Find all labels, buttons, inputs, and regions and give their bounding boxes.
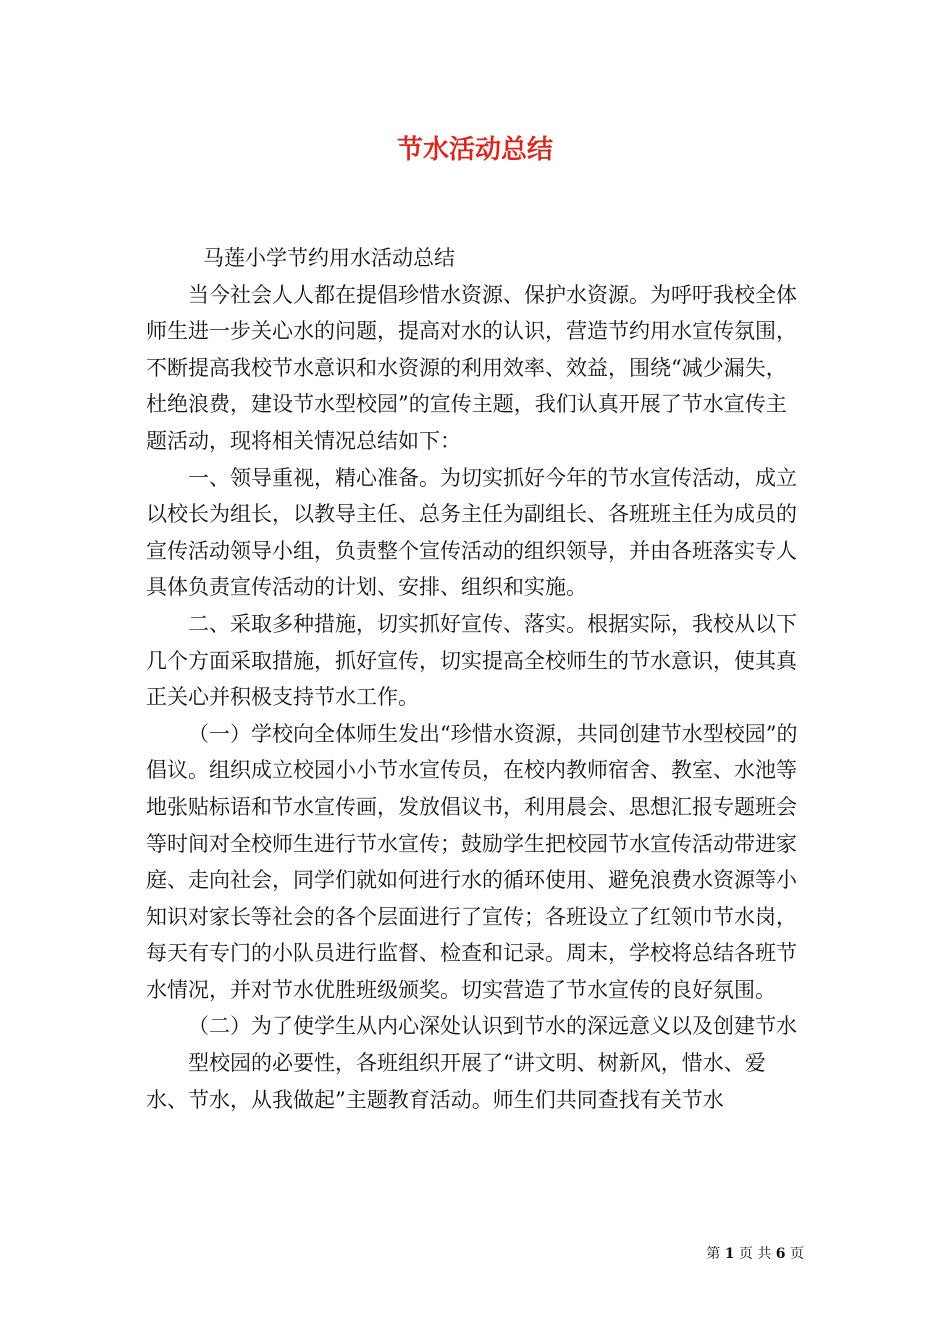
paragraph-measures: 二、采取多种措施，切实抓好宣传、落实。根据实际，我校从以下几个方面采取措施，抓好宣传，切实提高全校师生的节水意识，使其真正关心并积极支持节水工作。 [146,611,797,710]
footer-suffix: 页 [790,1246,804,1262]
footer-prefix: 第 [706,1246,721,1262]
document-subtitle: 马莲小学节约用水活动总结 [203,246,455,270]
footer-total-pages: 6 [775,1246,786,1262]
footer-page-number: 1 [724,1246,735,1262]
paragraph-intro: 当今社会人人都在提倡珍惜水资源、保护水资源。为呼吁我校全体师生进一步关心水的问题，提高对水的认识，营造节约用水宣传氛围，不断提高我校节水意识和水资源的利用效率、效益，围绕“减少漏失，杜绝浪费，建设节水型校园”的宣传主题，我们认真开展了节水宣传主题活动，现将相关情况总结如下： [146,282,797,453]
paragraph-education-start: （二）为了使学生从内心深处认识到节水的深远意义以及创建节水 [188,1014,797,1039]
document-title: 节水活动总结 [396,135,553,165]
paragraph-education-cont: 型校园的必要性，各班组织开展了“讲文明、树新风，惜水、爱水、节水，从我做起”主题教育活动。师生们共同查找有关节水 [146,1051,766,1112]
paragraph-leadership: 一、领导重视，精心准备。为切实抓好今年的节水宣传活动，成立以校长为组长，以教导主任、总务主任为副组长、各班班主任为成员的宣传活动领导小组，负责整个宣传活动的组织领导，并由各班落实专人具体负责宣传活动的计划、安排、组织和实施。 [146,465,797,600]
footer-middle: 页 共 [738,1246,772,1262]
document-body [146,240,806,1118]
page-footer [706,1244,804,1264]
paragraph-initiative: （一）学校向全体师生发出“珍惜水资源，共同创建节水型校园”的倡议。组织成立校园小小节水宣传员，在校内教师宿舍、教室、水池等地张贴标语和节水宣传画，发放倡议书，利用晨会、思想汇报专题班会等时间对全校师生进行节水宣传；鼓励学生把校园节水宣传活动带进家庭、走向社会，同学们就如何进行水的循环使用、避免浪费水资源等小知识对家长等社会的各个层面进行了宣传；各班设立了红领巾节水岗，每天有专门的小队员进行监督、检查和记录。周末，学校将总结各班节水情况，并对节水优胜班级颁奖。切实营造了节水宣传的良好氛围。 [146,721,798,1002]
